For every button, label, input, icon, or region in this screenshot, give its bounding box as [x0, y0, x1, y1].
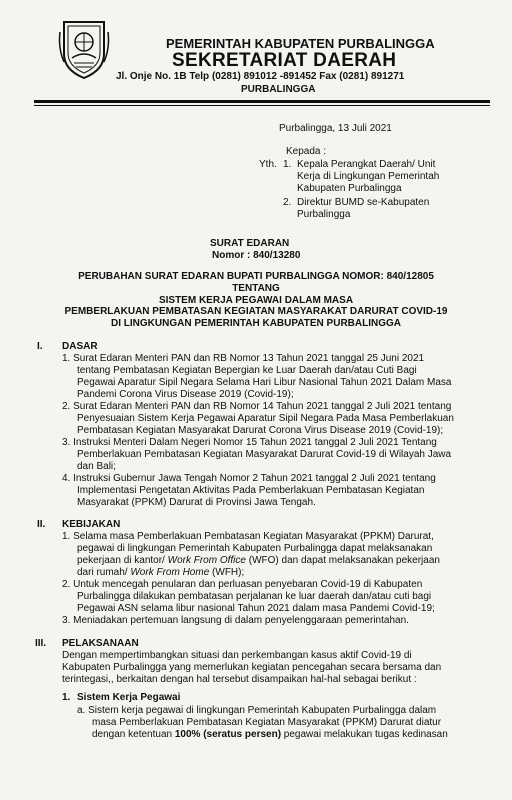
pelaksanaan-paragraph-line: Kabupaten Purbalingga yang memerlukan kegiatan pencegahan secara bersama dan — [62, 662, 442, 673]
dasar-line: Pandemi Corona Virus Disease 2019 (Covid-19); — [77, 389, 294, 400]
recipient-2-line: Purbalingga — [297, 209, 351, 220]
letterhead-office: SEKRETARIAT DAERAH — [172, 50, 397, 71]
pelaksanaan-paragraph-line: terintegasi,, berkaitan dengan hal tersebut disampaikan hal-hal sebagai berikut : — [62, 674, 417, 685]
dasar-line: Implementasi Pengetatan Aktivitas Pada Pemberlakuan Pembatasan Kegiatan — [77, 485, 425, 496]
document-subject-change: PERUBAHAN SURAT EDARAN BUPATI PURBALINGGA NOMOR: 840/12805 — [78, 271, 434, 282]
dasar-line: 1. Surat Edaran Menteri PAN dan RB Nomor 13 Tahun 2021 tanggal 25 Juni 2021 — [62, 353, 425, 364]
regency-emblem-logo — [56, 18, 112, 80]
kebijakan-line: 2. Untuk mencegah penularan dan perluasan penyebaran Covid-19 di Kabupaten — [62, 579, 423, 590]
section-number: II. — [37, 519, 46, 530]
pelaksanaan-line: a. Sistem kerja pegawai di lingkungan Pemerintah Kabupaten Purbalingga dalam — [77, 705, 437, 716]
letterhead-city: PURBALINGGA — [241, 84, 316, 95]
dasar-line: Masyarakat (PPKM) Darurat di Provinsi Jawa Tengah. — [77, 497, 316, 508]
pelaksanaan-paragraph-line: Dengan mempertimbangkan situasi dan perkembangan kasus aktif Covid-19 di — [62, 650, 412, 661]
subsection-number: 1. — [62, 692, 71, 703]
kebijakan-line: dari rumah/ Work From Home (WFH); — [77, 567, 245, 578]
document-type: SURAT EDARAN — [210, 238, 290, 249]
subsection-heading: Sistem Kerja Pegawai — [77, 692, 181, 703]
document-subject-line: PEMBERLAKUAN PEMBATASAN KEGIATAN MASYARAKAT DARURAT COVID-19 — [64, 306, 448, 317]
letterhead-divider — [34, 100, 490, 103]
kebijakan-line: 1. Selama masa Pemberlakuan Pembatasan Kegiatan Masyarakat (PPKM) Darurat, — [62, 531, 434, 542]
letterhead-divider-thin — [34, 105, 490, 106]
recipient-2-line: Direktur BUMD se-Kabupaten — [297, 197, 430, 208]
section-heading-pelaksanaan: PELAKSANAAN — [62, 638, 139, 649]
pelaksanaan-line: masa Pemberlakuan Pembatasan Kegiatan Masyarakat (PPKM) Darurat diatur — [92, 717, 442, 728]
recipient-kepada: Kepada : — [286, 146, 327, 157]
recipient-yth: Yth. — [259, 159, 277, 170]
letter-date: Purbalingga, 13 Juli 2021 — [279, 123, 392, 134]
section-heading-kebijakan: KEBIJAKAN — [62, 519, 121, 530]
document-number: Nomor : 840/13280 — [212, 250, 301, 261]
dasar-line: 2. Surat Edaran Menteri PAN dan RB Nomor 14 Tahun 2021 tanggal 2 Juli 2021 tentang — [62, 401, 452, 412]
dasar-line: tentang Pembatasan Kegiatan Bepergian ke Luar Daerah dan/atau Cuti Bagi — [77, 365, 417, 376]
document-subject-line: SISTEM KERJA PEGAWAI DALAM MASA — [158, 295, 354, 306]
kebijakan-line: Purbalingga dilakukan pembatasan perjalanan ke luar daerah dan/atau cuti bagi — [77, 591, 432, 602]
dasar-line: Pembatasan Kegiatan Masyarakat Darurat Corona Virus Disease 2019 (Covid-19); — [77, 425, 444, 436]
letterhead-address: Jl. Onje No. 1B Telp (0281) 891012 -891452 Fax (0281) 891271 — [116, 71, 405, 82]
kebijakan-line: 3. Meniadakan pertemuan langsung di dalam penyelenggaraan pemerintahan. — [62, 615, 409, 626]
section-number: III. — [35, 638, 47, 649]
pelaksanaan-line: dengan ketentuan 100% (seratus persen) pegawai melakukan tugas kedinasan — [92, 729, 448, 740]
recipient-2-number: 2. — [283, 197, 292, 208]
recipient-1-line: Kabupaten Purbalingga — [297, 183, 402, 194]
dasar-line: Penyesuaian Sistem Kerja Pegawai Aparatur Sipil Negara Pada Masa Pemberlakuan — [77, 413, 454, 424]
kebijakan-line: pekerjaan di kantor/ Work From Office (WFO) dan dapat melaksanakan pekerjaan — [77, 555, 440, 566]
kebijakan-line: pegawai di lingkungan Pemerintah Kabupaten Purbalingga dapat melaksanakan — [77, 543, 433, 554]
dasar-line: Pegawai Aparatur Sipil Negara Selama Hari Libur Nasional Tahun 2021 Dalam Masa — [77, 377, 452, 388]
dasar-line: dan Bali; — [77, 461, 116, 472]
section-heading-dasar: DASAR — [62, 341, 98, 352]
recipient-1-line: Kepala Perangkat Daerah/ Unit — [297, 159, 436, 170]
dasar-line: 4. Instruksi Gubernur Jawa Tengah Nomor 2 Tahun 2021 tanggal 2 Juli 2021 tentang — [62, 473, 436, 484]
dasar-line: 3. Instruksi Menteri Dalam Negeri Nomor 15 Tahun 2021 tanggal 2 Juli 2021 Tentang — [62, 437, 437, 448]
dasar-line: Pemberlakuan Pembatasan Kegiatan Masyarakat Darurat Covid-19 di Wilayah Jawa — [77, 449, 452, 460]
document-subject-line: DI LINGKUNGAN PEMERINTAH KABUPATEN PURBALINGGA — [111, 318, 401, 329]
section-number: I. — [37, 341, 43, 352]
document-subject-tentang: TENTANG — [232, 283, 280, 294]
kebijakan-line: Pegawai ASN selama libur nasional Tahun 2021 dalam masa Pandemi Covid-19; — [77, 603, 435, 614]
recipient-1-number: 1. — [283, 159, 292, 170]
letterhead-government: PEMERINTAH KABUPATEN PURBALINGGA — [166, 36, 435, 51]
recipient-1-line: Kerja di Lingkungan Pemerintah — [297, 171, 440, 182]
